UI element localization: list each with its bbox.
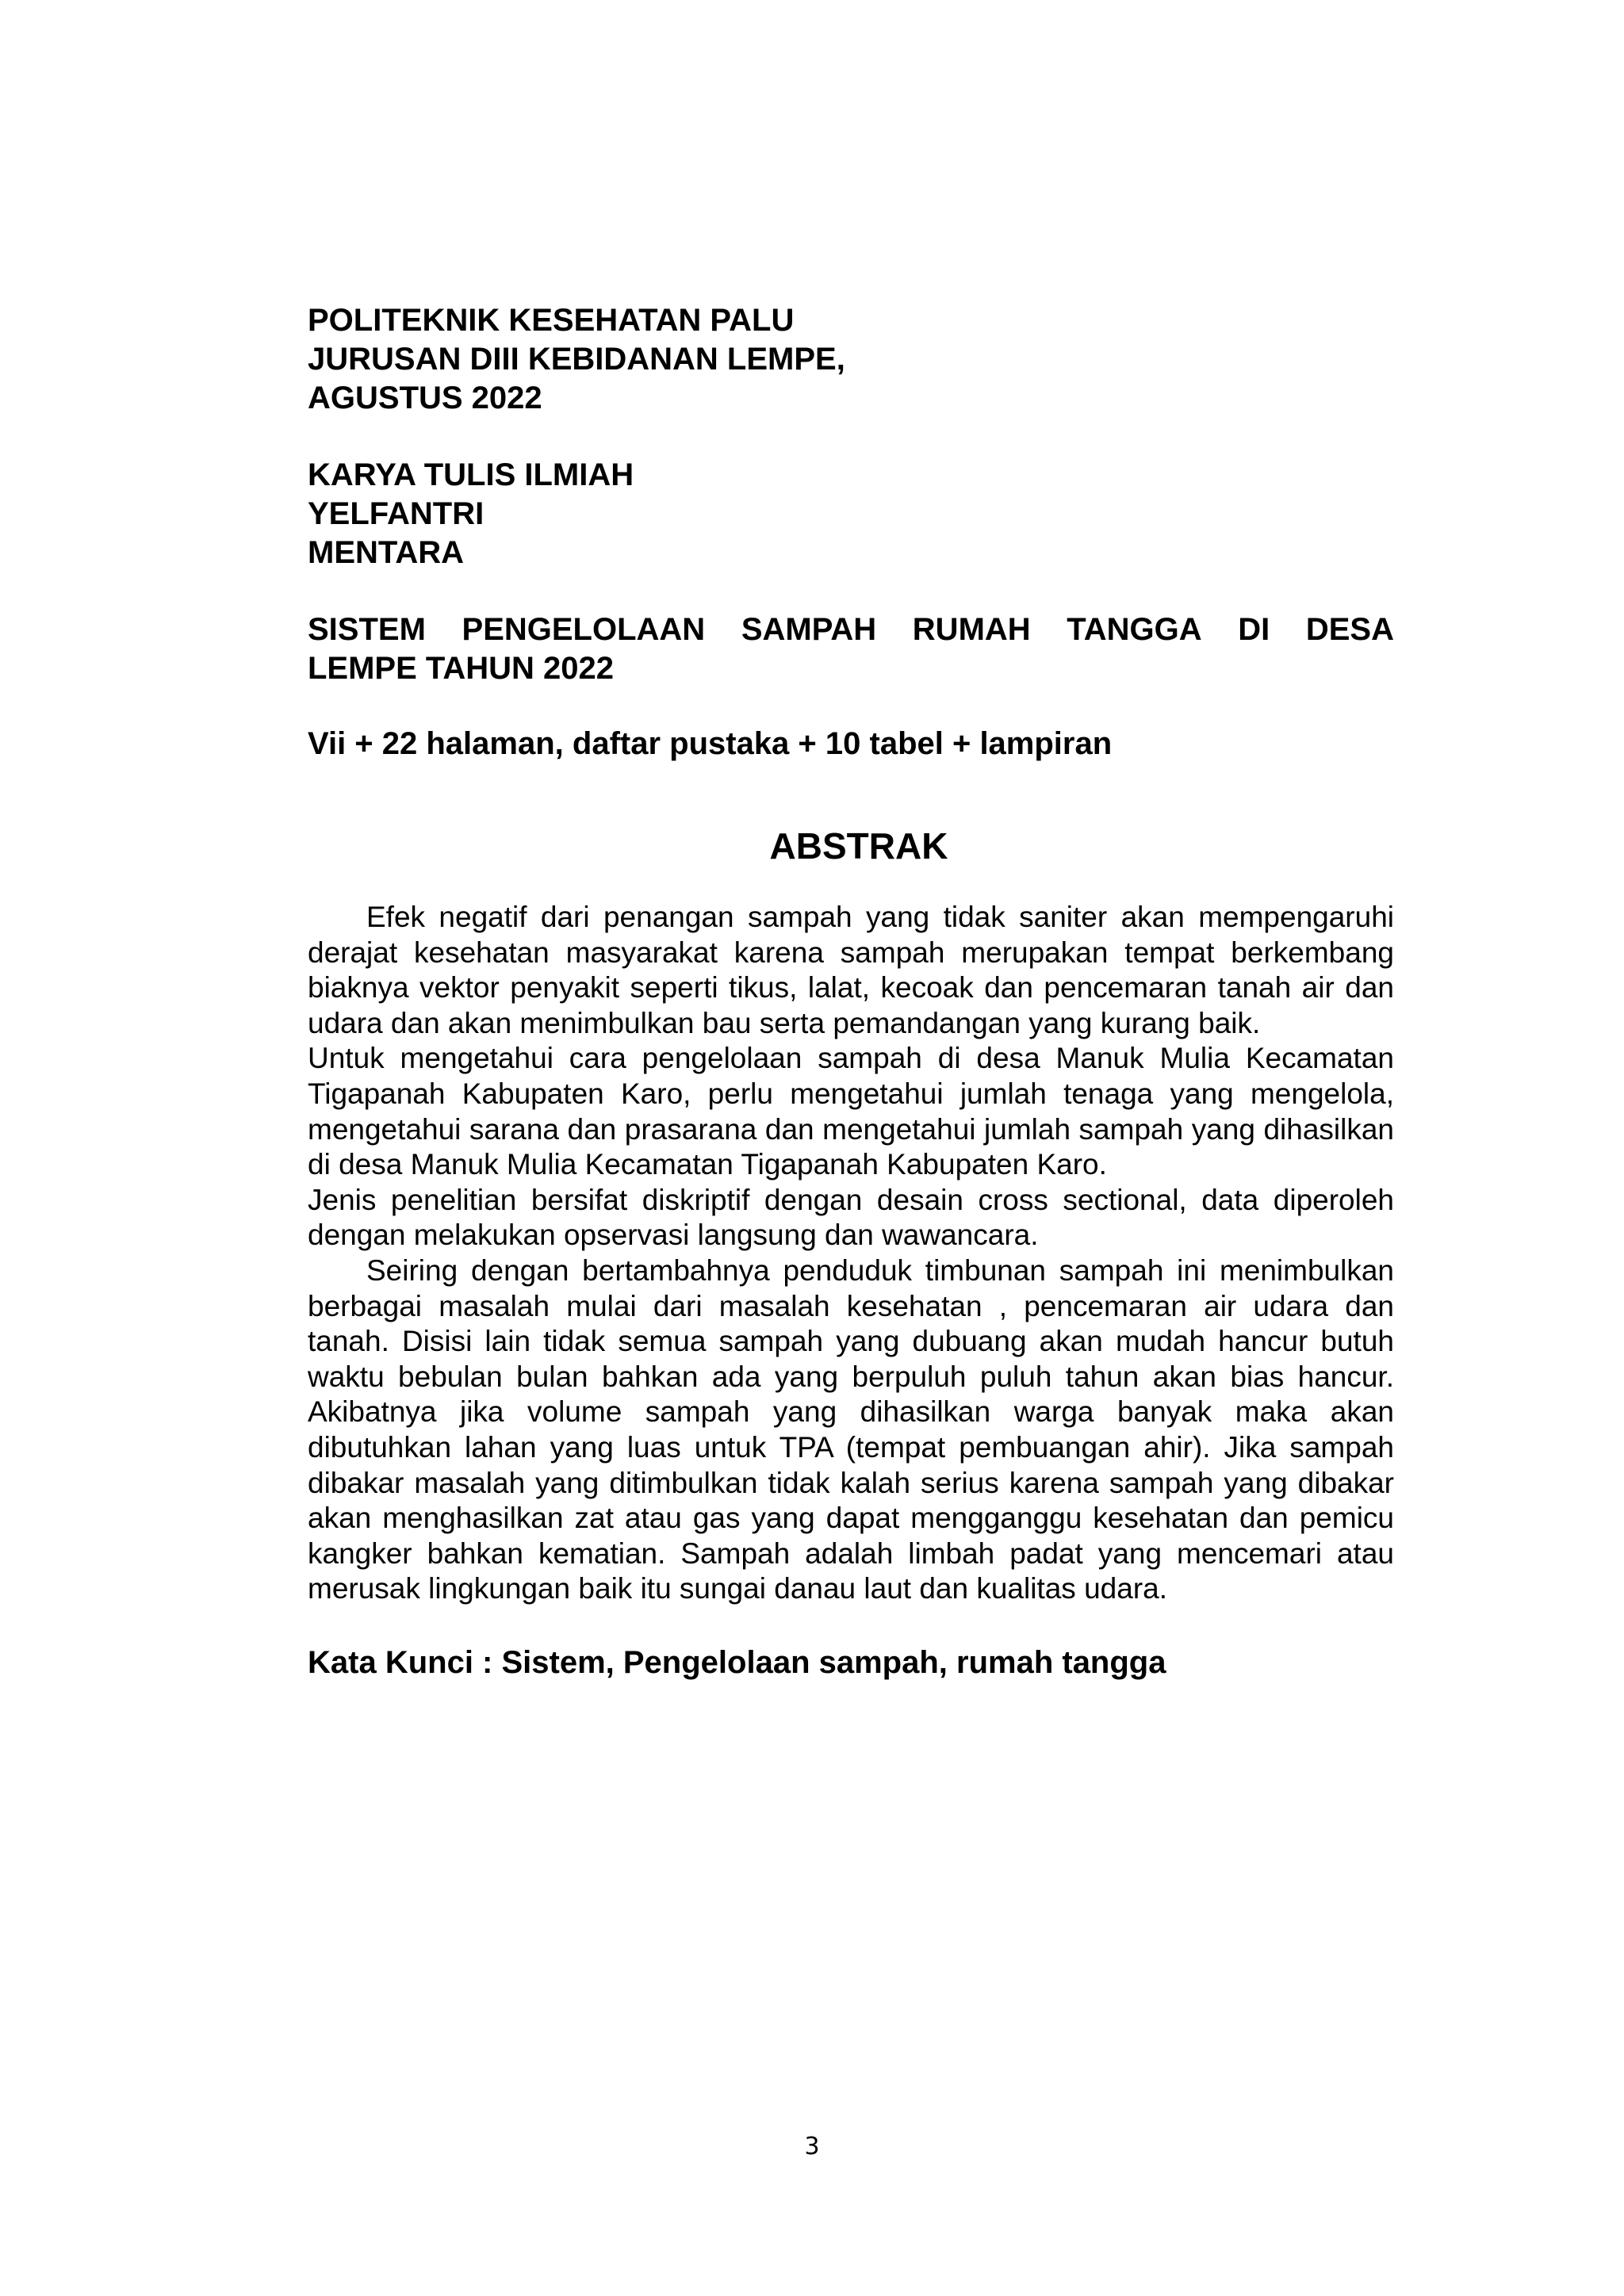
abstract-heading: ABSTRAK [769,825,948,867]
title-line-2: LEMPE TAHUN 2022 [308,651,615,686]
title-word: DESA [1305,612,1394,647]
title-word: DI [1238,612,1270,647]
keywords: Kata Kunci : Sistem, Pengelolaan sampah, rumah tangga [308,1644,1166,1680]
title-word: SISTEM [308,612,426,647]
abstract-paragraph: Seiring dengan bertambahnya penduduk timbunan sampah ini menimbulkan berbagai masalah mulai dari masalah kesehatan , pencemaran air udara dan tanah. Disisi lain tidak semua sampah yang dubuang akan mudah hancur butuh waktu bebulan bulan bahkan ada yang berpuluh puluh tahun akan bias hancur. Akibatnya jika volume sampah yang dihasilkan warga banyak maka akan dibutuhkan lahan yang luas untuk TPA (tempat pembuangan ahir). Jika sampah dibakar masalah yang ditimbulkan tidak kalah serius karena sampah yang dibakar akan menghasilkan zat atau gas yang dapat mengganggu kesehatan dan pemicu kangker bahkan kematian. Sampah adalah limbah padat yang mencemari atau merusak lingkungan baik itu sungai danau laut dan kualitas udara. [308,1253,1394,1605]
document-title [308,610,1394,688]
abstract-body [308,900,1394,1607]
title-word: RUMAH [912,612,1031,647]
pages-info: Vii + 22 halaman, daftar pustaka + 10 tabel + lampiran [308,726,1113,761]
institution-block [308,301,1394,418]
abstract-paragraph: Efek negatif dari penangan sampah yang tidak saniter akan mempengaruhi derajat kesehatan masyarakat karena sampah merupakan tempat berkembang biaknya vektor penyakit seperti tikus, lalat, kecoak dan pencemaran tanah air dan udara dan akan menimbulkan bau serta pemandangan yang kurang baik. [308,901,1394,1039]
author-last-name: MENTARA [308,535,465,570]
department-name: JURUSAN DIII KEBIDANAN LEMPE, [308,342,845,377]
title-word: TANGGA [1067,612,1202,647]
author-block [308,456,1394,572]
title-word: PENGELOLAAN [462,612,706,647]
author-first-name: YELFANTRI [308,496,485,531]
abstract-paragraph: Untuk mengetahui cara pengelolaan sampah di desa Manuk Mulia Kecamatan Tigapanah Kabupaten Karo, perlu mengetahui jumlah tenaga yang mengelola, mengetahui sarana dan prasarana dan mengetahui jumlah sampah yang dihasilkan di desa Manuk Mulia Kecamatan Tigapanah Kabupaten Karo. [308,1042,1394,1181]
page-number: 3 [804,2133,820,2160]
abstract-paragraph: Jenis penelitian bersifat diskriptif dengan desain cross sectional, data diperoleh dengan melakukan opservasi langsung dan wawancara. [308,1183,1394,1252]
title-line-1 [308,610,1394,649]
page-content [308,301,1394,1682]
document-type: KARYA TULIS ILMIAH [308,457,634,492]
title-word: SAMPAH [741,612,877,647]
institution-name: POLITEKNIK KESEHATAN PALU [308,303,795,338]
document-date: AGUSTUS 2022 [308,381,542,415]
